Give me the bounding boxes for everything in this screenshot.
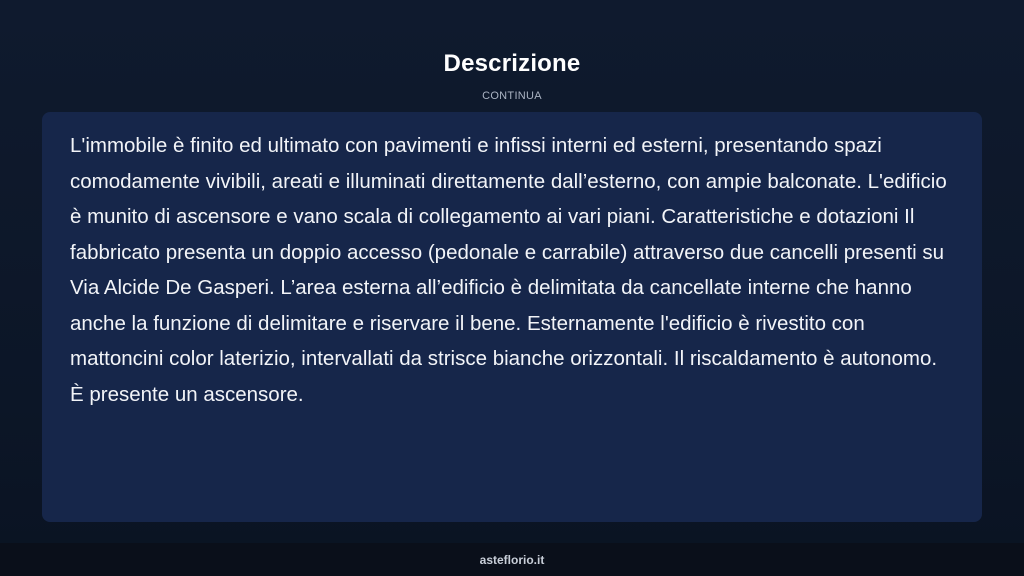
footer-site-label: asteflorio.it <box>479 553 545 567</box>
page-subtitle: CONTINUA <box>482 90 542 102</box>
footer-bar <box>0 543 1024 576</box>
description-text: L'immobile è finito ed ultimato con pavimenti e infissi interni ed esterni, presentando spazi comodamente vivibili, areati e illuminati direttamente dall’esterno, con ampie balconate. L'edificio è munito di ascensore e vano scala di collegamento ai vari piani. Caratteristiche e dotazioni Il fabbricato presenta un doppio accesso (pedonale e carrabile) attraverso due cancelli presenti su Via Alcide De Gasperi. L’area esterna all’edificio è delimitata da cancellate interne che hanno anche la funzione di delimitare e riservare il bene. Esternamente l'edificio è rivestito con mattoncini color laterizio, intervallati da strisce bianche orizzontali. Il riscaldamento è autonomo. È presente un ascensore. <box>70 134 947 406</box>
description-card <box>42 112 982 522</box>
page-title: Descrizione <box>443 50 581 77</box>
